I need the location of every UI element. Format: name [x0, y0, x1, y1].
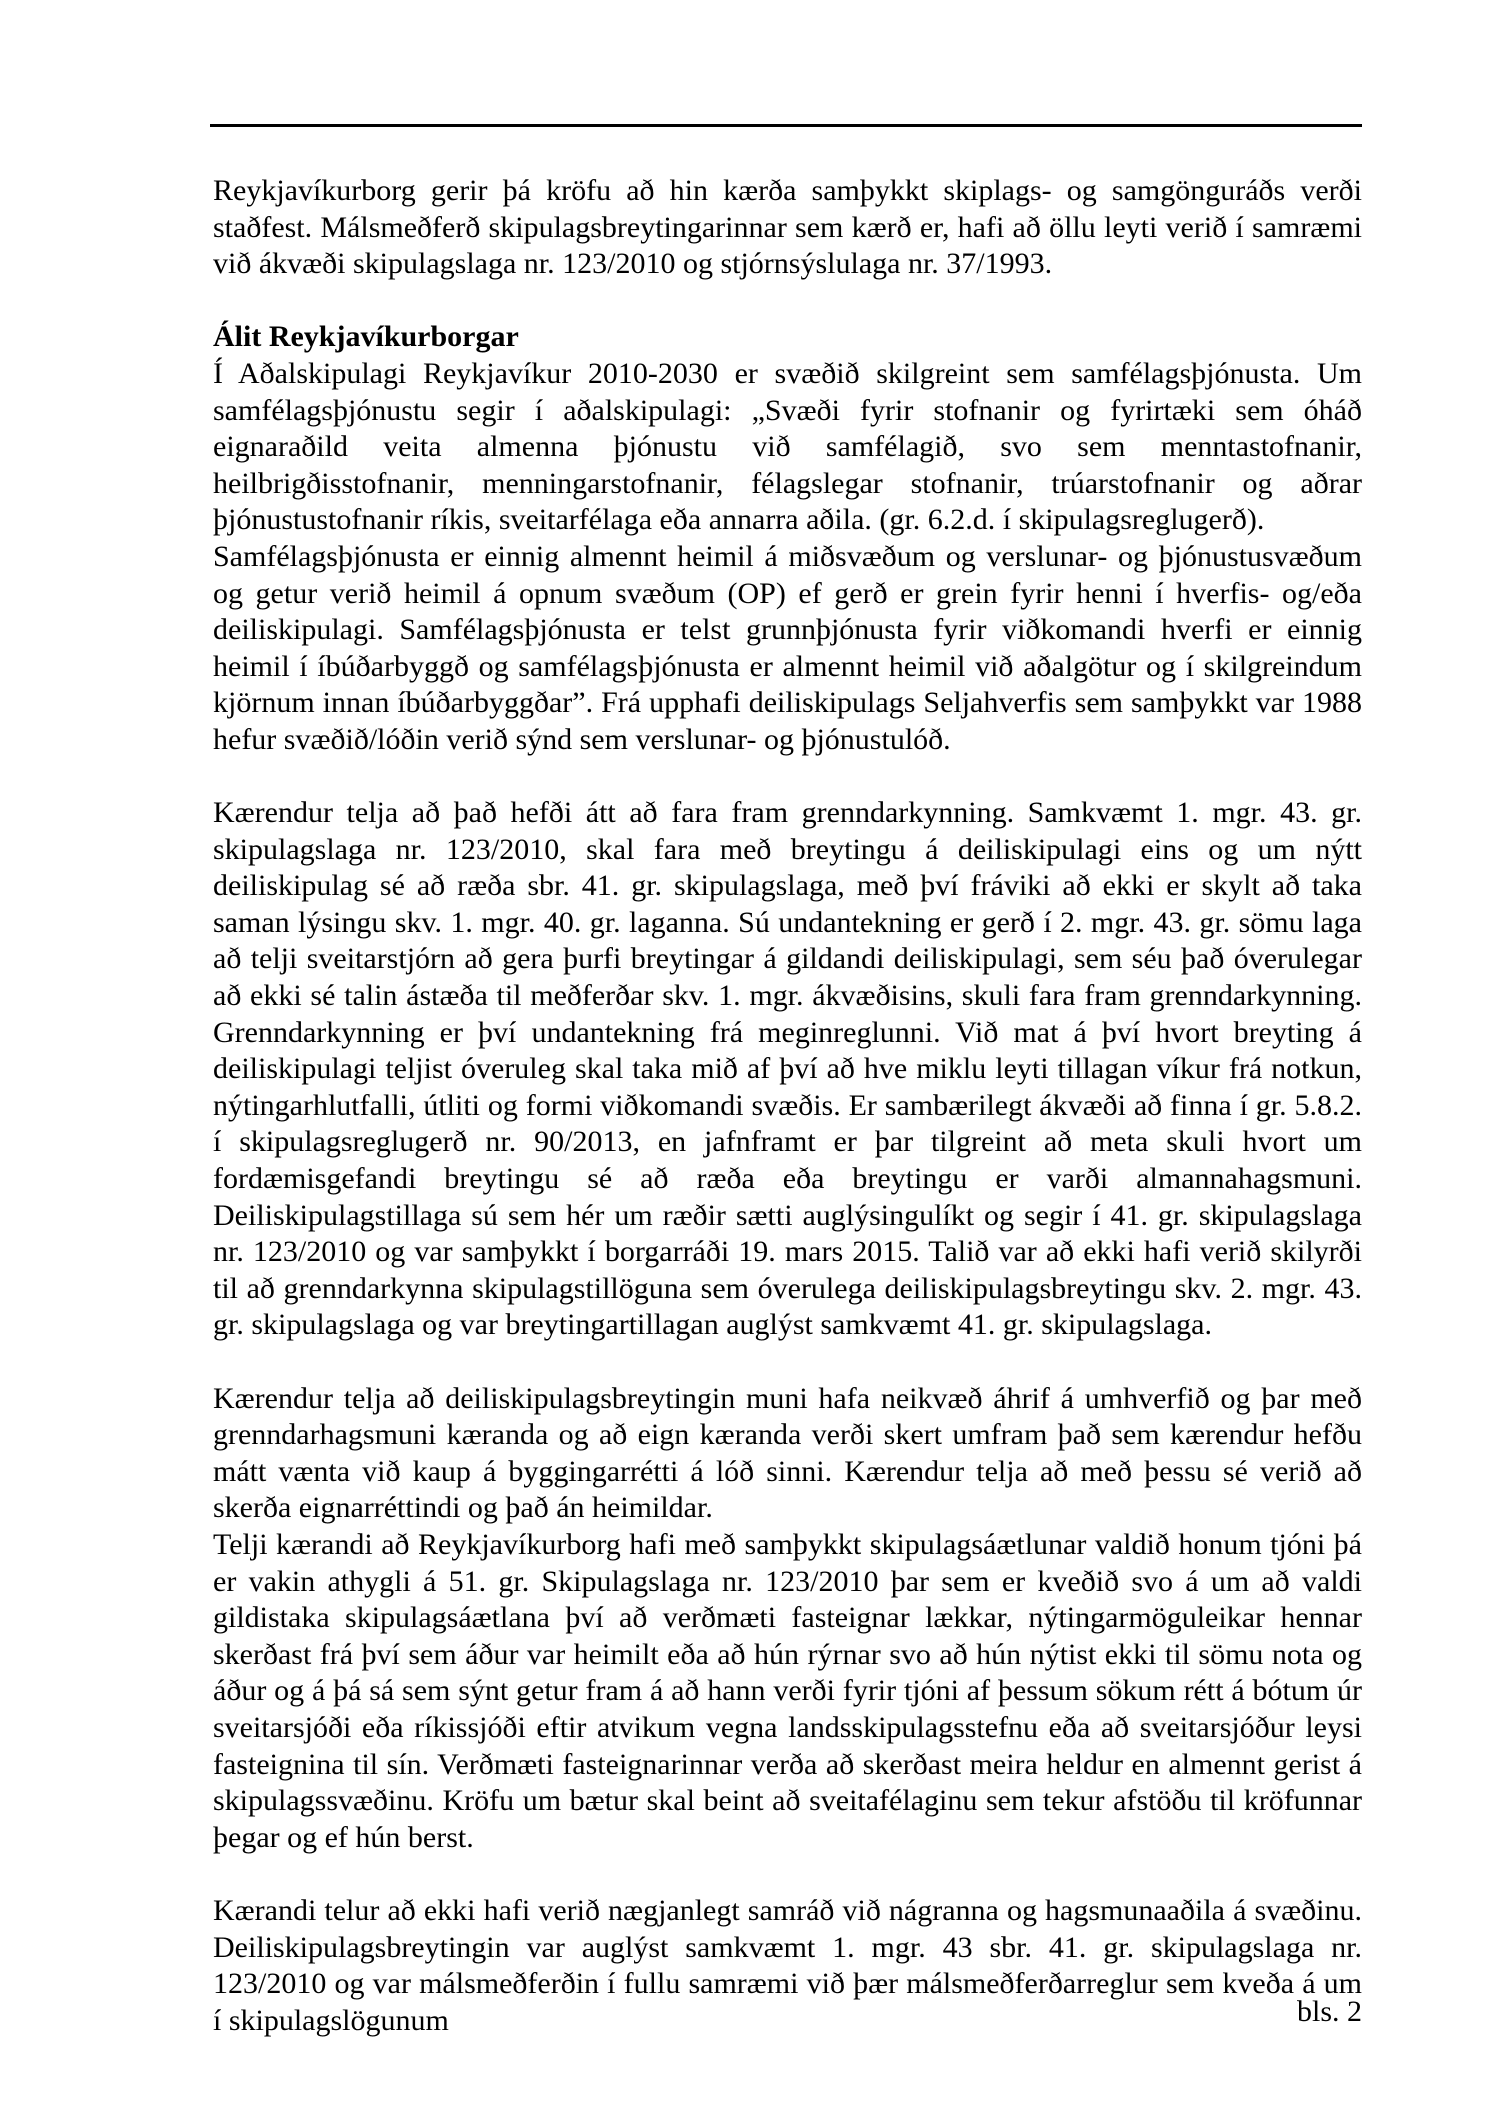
paragraph-krafa-reykjavikurborgar: Reykjavíkurborg gerir þá kröfu að hin kærða samþykkt skiplags- og samgönguráðs verði staðfest. Málsmeðferð skipulagsbreytingarinnar sem kærð er, hafi að öllu leyti verið í samræmi við ákvæði skipulagslaga nr. 123/2010 og stjórnsýslulaga nr. 37/1993.: [213, 174, 1362, 281]
paragraph-samrad-vid-nagranna: Kærandi telur að ekki hafi verið nægjanlegt samráð við nágranna og hagsmunaaðila á svæðinu. Deiliskipulagsbreytingin var auglýst samkvæmt 1. mgr. 43 sbr. 41. gr. skipulagslaga nr. 123/2010 og var málsmeðferðin í fullu samræmi við þær málsmeðferðarreglur sem kveða á um í skipulagslögunum: [213, 1893, 1362, 2037]
paragraph-grenndarkynning: Kærendur telja að það hefði átt að fara fram grenndarkynning. Samkvæmt 1. mgr. 43. gr. skipulagslaga nr. 123/2010, skal fara með breytingu á deiliskipulagi eins og um nýtt deiliskipulag sé að ræða sbr. 41. gr. skipulagslaga, með því fráviki að ekki er skylt að taka saman lýsingu skv. 1. mgr. 40. gr. laganna. Sú undantekning er gerð í 2. mgr. 43. gr. sömu laga að telji sveitarstjórn að gera þurfi breytingar á gildandi deiliskipulagi, sem séu það óverulegar að ekki sé talin ástæða til meðferðar skv. 1. mgr. ákvæðisins, skuli fara fram grenndarkynning. Grenndarkynning er því undantekning frá meginreglunni. Við mat á því hvort breyting á deiliskipulagi teljist óveruleg skal taka mið af því að hve miklu leyti tillagan víkur frá notkun, nýtingarhlutfalli, útliti og formi viðkomandi svæðis. Er sambærilegt ákvæði að finna í gr. 5.8.2. í skipulagsreglugerð nr. 90/2013, en jafnframt er þar tilgreint að meta skuli hvort um fordæmisgefandi breytingu sé að ræða eða breytingu er varði almannahagsmuni. Deiliskipulagstillaga sú sem hér um ræðir sætti auglýsingulíkt og segir í 41. gr. skipulagslaga nr. 123/2010 og var samþykkt í borgarráði 19. mars 2015. Talið var að ekki hafi verið skilyrði til að grenndarkynna skipulagstillöguna sem óverulega deiliskipulagsbreytingu skv. 2. mgr. 43. gr. skipulagslaga og var breytingartillagan auglýst samkvæmt 41. gr. skipulagslaga.: [213, 796, 1362, 1342]
paragraph-tjon-og-baetur: Telji kærandi að Reykjavíkurborg hafi með samþykkt skipulagsáætlunar valdið honum tjóni þá er vakin athygli á 51. gr. Skipulagslaga nr. 123/2010 þar sem er kveðið svo á um að valdi gildistaka skipulagsáætlana því að verðmæti fasteignar lækkar, nýtingarmöguleikar hennar skerðast frá því sem áður var heimilt eða að hún rýrnar svo að hún nýtist ekki til sömu nota og áður og á þá sá sem sýnt getur fram á að hann verði fyrir tjóni af þessum sökum rétt á bótum úr sveitarsjóði eða ríkissjóði eftir atvikum vegna landsskipulagsstefnu eða að sveitarsjóður leysi fasteignina til sín. Verðmæti fasteignarinnar verða að skerðast meira heldur en almennt gerist á skipulagssvæðinu. Kröfu um bætur skal beint að sveitafélaginu sem tekur afstöðu til kröfunnar þegar og ef hún berst.: [213, 1527, 1362, 1854]
header-rule: [210, 124, 1362, 127]
section-heading-alit-reykjavikurborgar: Álit Reykjavíkurborgar: [213, 320, 519, 354]
paragraph-adalskipulag-skilgreining: Í Aðalskipulagi Reykjavíkur 2010-2030 er svæðið skilgreint sem samfélagsþjónusta. Um samfélagsþjónustu segir í aðalskipulagi: „Svæði fyrir stofnanir og fyrirtæki sem óháð eignaraðild veita almenna þjónustu við samfélagið, svo sem menntastofnanir, heilbrigðisstofnanir, menningarstofnanir, félagslegar stofnanir, trúarstofnanir og aðrar þjónustustofnanir ríkis, sveitarfélaga eða annarra aðila. (gr. 6.2.d. í skipulagsreglugerð).: [213, 356, 1362, 537]
page-number: bls. 2: [1296, 1995, 1362, 2028]
paragraph-neikvaed-ahrif: Kærendur telja að deiliskipulagsbreytingin muni hafa neikvæð áhrif á umhverfið og þar með grenndarhagsmuni kæranda og að eign kæranda verði skert umfram það sem kærendur hefðu mátt vænta við kaup á byggingarrétti á lóð sinni. Kærendur telja að með þessu sé verið að skerða eignarréttindi og það án heimildar.: [213, 1381, 1362, 1525]
document-body: [213, 173, 1362, 2039]
paragraph-samfelagsthjonusta-heimild: Samfélagsþjónusta er einnig almennt heimil á miðsvæðum og verslunar- og þjónustusvæðum og getur verið heimil á opnum svæðum (OP) ef gerð er grein fyrir henni í hverfis- og/eða deiliskipulagi. Samfélagsþjónusta er telst grunnþjónusta fyrir viðkomandi hverfi er einnig heimil í íbúðarbyggð og samfélagsþjónusta er almennt heimil við aðalgötur og í skilgreindum kjörnum innan íbúðarbyggðar”. Frá upphafi deiliskipulags Seljahverfis sem samþykkt var 1988 hefur svæðið/lóðin verið sýnd sem verslunar- og þjónustulóð.: [213, 539, 1362, 756]
